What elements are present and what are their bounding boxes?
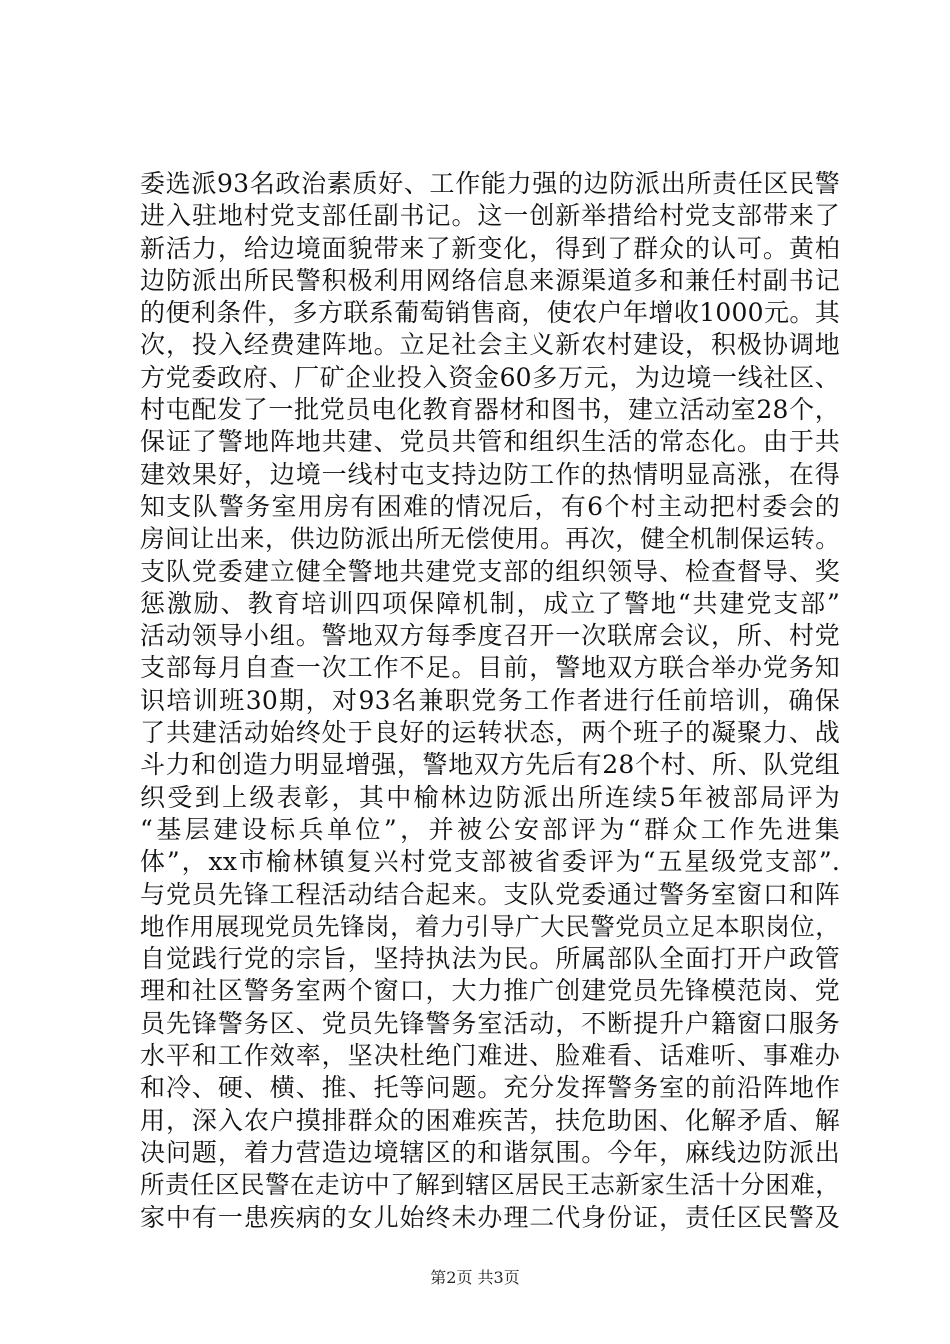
text-line: 斗力和创造力明显增强，警地双方先后有28个村、所、队党组 — [140, 750, 840, 780]
text-line: 决问题，着力营造边境辖区的和谐氛围。今年，麻线边防派出 — [140, 1137, 840, 1167]
text-line: 和冷、硬、横、推、托等问题。充分发挥警务室的前沿阵地作 — [140, 1073, 840, 1103]
page-footer: 第2页 共3页 — [430, 1268, 520, 1287]
text-line: 次，投入经费建阵地。立足社会主义新农村建设，积极协调地 — [140, 330, 840, 360]
text-line: 了共建活动始终处于良好的运转状态，两个班子的凝聚力、战 — [140, 718, 840, 748]
text-line: 支队党委建立健全警地共建党支部的组织领导、检查督导、奖 — [140, 556, 840, 586]
text-line: 活动领导小组。警地双方每季度召开一次联席会议，所、村党 — [140, 621, 840, 651]
text-line: 水平和工作效率，坚决杜绝门难进、脸难看、话难听、事难办 — [140, 1041, 840, 1071]
text-line: 方党委政府、厂矿企业投入资金60多万元，为边境一线社区、 — [140, 362, 840, 392]
text-line: 保证了警地阵地共建、党员共管和组织生活的常态化。由于共 — [140, 427, 840, 457]
text-line: 员先锋警务区、党员先锋警务室活动，不断提升户籍窗口服务 — [140, 1008, 840, 1038]
body-text — [140, 168, 840, 1234]
text-line: 惩激励、教育培训四项保障机制，成立了警地“共建党支部” — [140, 588, 840, 618]
text-line: 家中有一患疾病的女儿始终未办理二代身份证，责任区民警及 — [140, 1202, 840, 1232]
text-line: 自觉践行党的宗旨，坚持执法为民。所属部队全面打开户政管 — [140, 944, 840, 974]
text-line: 体”，xx市榆林镇复兴村党支部被省委评为“五星级党支部”. — [140, 847, 840, 877]
text-line: 新活力，给边境面貌带来了新变化，得到了群众的认可。黄柏 — [140, 233, 840, 263]
text-line: 建效果好，边境一线村屯支持边防工作的热情明显高涨，在得 — [140, 459, 840, 489]
text-line: 支部每月自查一次工作不足。目前，警地双方联合举办党务知 — [140, 653, 840, 683]
text-line: 理和社区警务室两个窗口，大力推广创建党员先锋模范岗、党 — [140, 976, 840, 1006]
text-line: “基层建设标兵单位”，并被公安部评为“群众工作先进集 — [140, 814, 840, 844]
text-line: 与党员先锋工程活动结合起来。支队党委通过警务室窗口和阵 — [140, 879, 840, 909]
text-line: 用，深入农户摸排群众的困难疾苦，扶危助困、化解矛盾、解 — [140, 1105, 840, 1135]
text-line: 进入驻地村党支部任副书记。这一创新举措给村党支部带来了 — [140, 201, 840, 231]
text-line: 房间让出来，供边防派出所无偿使用。再次，健全机制保运转。 — [140, 524, 840, 554]
text-line: 织受到上级表彰，其中榆林边防派出所连续5年被部局评为 — [140, 782, 840, 812]
text-line: 地作用展现党员先锋岗，着力引导广大民警党员立足本职岗位， — [140, 911, 840, 941]
text-line: 知支队警务室用房有困难的情况后，有6个村主动把村委会的 — [140, 491, 840, 521]
text-line: 边防派出所民警积极利用网络信息来源渠道多和兼任村副书记 — [140, 265, 840, 295]
text-line: 委选派93名政治素质好、工作能力强的边防派出所责任区民警 — [140, 169, 840, 198]
text-line: 识培训班30期，对93名兼职党务工作者进行任前培训，确保 — [140, 685, 840, 715]
text-line: 所责任区民警在走访中了解到辖区居民王志新家生活十分困难， — [140, 1170, 840, 1200]
text-line: 村屯配发了一批党员电化教育器材和图书，建立活动室28个， — [140, 395, 840, 425]
text-line: 的便利条件，多方联系葡萄销售商，使农户年增收1000元。其 — [140, 298, 840, 328]
